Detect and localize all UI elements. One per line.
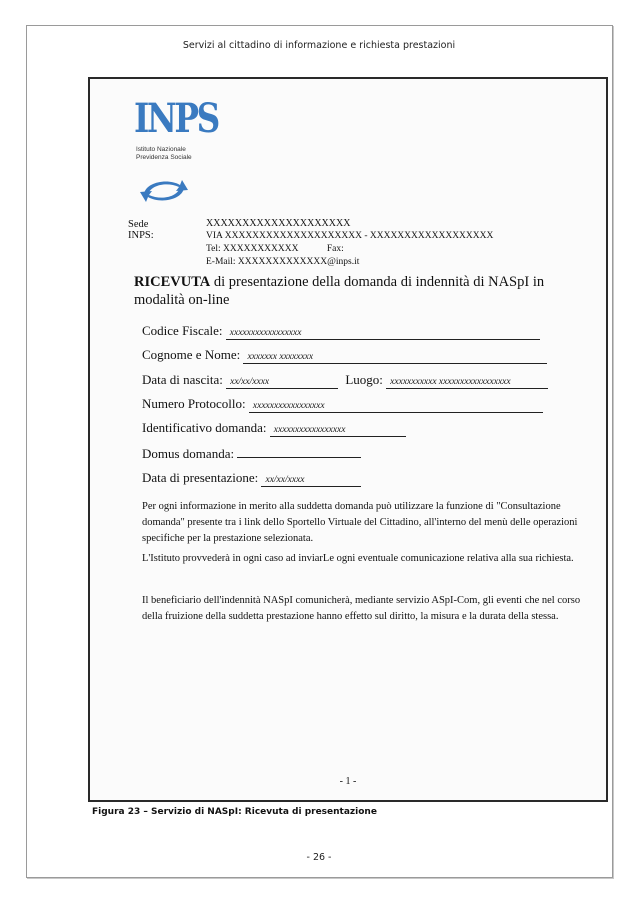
field-cognome-nome	[142, 347, 547, 364]
paragraph-aspi-com: Il beneficiario dell'indennità NASpI comunicherà, mediante servizio ASpI-Com, gli eventi che nel corso della fruizione della suddetta prestazione hanno effetto sul diritto, la misura e la durata della stessa.	[142, 595, 581, 622]
sede-label: Sede INPS:	[128, 219, 154, 241]
field-value: xx/xx/xxxx	[226, 376, 338, 389]
field-label: Numero Protocollo:	[142, 396, 246, 411]
field-data-nascita	[142, 372, 548, 389]
field-numero-protocollo	[142, 396, 543, 413]
sede-email: E-Mail: XXXXXXXXXXXXX@inps.it	[206, 257, 360, 267]
field-label: Codice Fiscale:	[142, 323, 223, 338]
receipt-title-bold: RICEVUTA	[134, 274, 211, 290]
receipt-title-rest: di presentazione della domanda di indennità di NASpI in modalità on-line	[134, 274, 545, 308]
inps-logo-subtitle	[136, 146, 192, 162]
inps-logo-text: INPS	[134, 95, 218, 142]
sede-name: XXXXXXXXXXXXXXXXXXXX	[206, 218, 351, 229]
sede-details	[206, 217, 536, 269]
field-identificativo	[142, 420, 406, 437]
figure-caption: Figura 23 – Servizio di NASpI: Ricevuta di presentazione	[92, 807, 377, 817]
sede-address: VIA XXXXXXXXXXXXXXXXXXXX - XXXXXXXXXXXXXXXXXX	[206, 231, 494, 241]
inps-arrows-icon	[138, 176, 190, 206]
field-label: Data di nascita:	[142, 372, 223, 387]
paragraph-consultazione: Per ogni informazione in merito alla suddetta domanda può utilizzare la funzione di "Consultazione domanda" presente tra i link dello Sportello Virtuale del Cittadino, all'interno del menù delle operazioni specifiche per la prestazione selezionata.	[142, 501, 578, 544]
field-codice-fiscale	[142, 323, 540, 340]
field-label-luogo: Luogo:	[345, 372, 383, 387]
inps-logo-subtitle-line1: Istituto Nazionale	[136, 146, 186, 153]
receipt-scan-image	[88, 77, 608, 802]
sede-tel: Tel: XXXXXXXXXXX	[206, 244, 299, 254]
paragraph-comunicazioni: L'Istituto provvederà in ogni caso ad inviarLe ogni eventuale comunicazione relativa alla sua richiesta.	[142, 553, 574, 564]
field-value: xxxxxxxxxxxxxxxxx	[249, 400, 543, 413]
sede-fax: Fax:	[326, 244, 344, 254]
page-number: - 26 -	[306, 852, 332, 863]
field-label: Cognome e Nome:	[142, 347, 241, 362]
inps-logo-subtitle-line2: Previdenza Sociale	[136, 154, 192, 161]
scan-page-number: - 1 -	[339, 776, 357, 787]
field-value: xxxxxxxxxxxxxxxxx	[226, 327, 540, 340]
field-value: xxxxxxx xxxxxxxx	[243, 351, 547, 364]
field-label: Identificativo domanda:	[142, 420, 267, 435]
receipt-title	[134, 273, 596, 309]
field-value	[237, 445, 361, 458]
sede-phone-row	[206, 243, 536, 256]
inps-logo	[134, 95, 218, 216]
page-header: Servizi al cittadino di informazione e richiesta prestazioni	[182, 40, 456, 51]
field-value: xx/xx/xxxx	[261, 474, 361, 487]
field-value: xxxxxxxxxxxxxxxxx	[270, 424, 406, 437]
field-data-presentazione	[142, 470, 361, 487]
field-label: Domus domanda:	[142, 446, 235, 461]
field-domus	[142, 445, 361, 462]
field-value-luogo: xxxxxxxxxxx xxxxxxxxxxxxxxxxx	[386, 376, 548, 389]
field-label: Data di presentazione:	[142, 470, 259, 485]
